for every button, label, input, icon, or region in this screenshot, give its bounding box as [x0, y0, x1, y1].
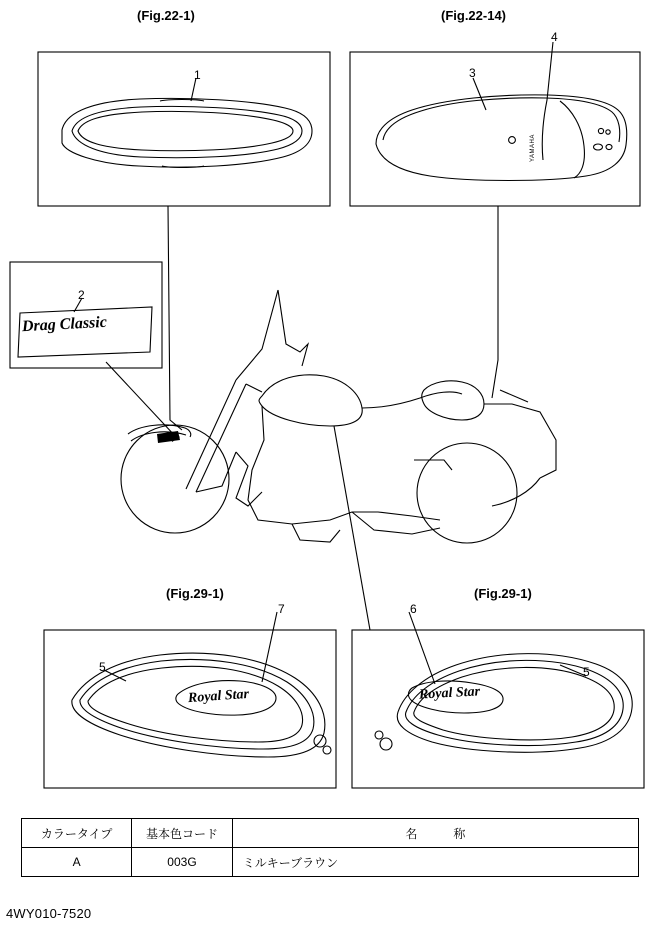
figure-label-22-1-top-left: (Fig.22-1): [137, 8, 195, 23]
motorcycle-fork-brace: [246, 384, 262, 392]
leader-line-7: [262, 612, 277, 682]
figure-label-29-1-bottom-right: (Fig.29-1): [474, 586, 532, 601]
motorcycle-rear-seat: [422, 381, 484, 420]
leader-line-part2-to-bike: [106, 362, 176, 437]
tank-emblem-right-text: Royal Star: [418, 684, 481, 703]
part-3-grommet-hole: [509, 137, 516, 144]
callout-number-7: 7: [278, 602, 285, 616]
callout-number-5-right: 5: [583, 665, 590, 679]
color-spec-table: [21, 818, 639, 877]
motorcycle-frame-lower: [248, 406, 440, 524]
figure-label-29-1-bottom-left: (Fig.29-1): [166, 586, 224, 601]
motorcycle-engine-front: [196, 452, 236, 492]
leader-line-4: [542, 42, 553, 160]
motorcycle-swingarm: [414, 460, 452, 470]
leader-line-tank-to-fig29: [334, 426, 370, 630]
leader-line-fig22-1-to-bike: [168, 206, 182, 430]
part-1-notch-top: [160, 100, 204, 102]
figure-label-22-14-top-right: (Fig.22-14): [441, 8, 507, 23]
inset-box-fig22-14: [350, 52, 640, 206]
motorcycle-grab-rail: [500, 390, 528, 402]
motorcycle-engine-block: [236, 452, 262, 506]
motorcycle-fuel-tank: [259, 375, 362, 426]
motorcycle-rear-fender-top: [484, 404, 556, 478]
right-tank-fitting-a: [380, 738, 392, 750]
leader-line-6: [409, 612, 435, 684]
table-row: [22, 848, 639, 877]
inset-box-fig29-1-right: [352, 630, 644, 788]
tank-emblem-left-text: Royal Star: [187, 686, 250, 707]
inset-box-fig22-1: [38, 52, 330, 206]
motorcycle-handlebar-riser: [236, 290, 278, 380]
part-1-outer-outline: [62, 98, 312, 167]
right-tank-fitting-b: [375, 731, 383, 739]
leader-line-fig22-14-to-bike: [492, 206, 498, 398]
header-color-type: カラータイプ: [22, 819, 132, 848]
part-4-panel-edge: [560, 101, 584, 178]
motorcycle-seat-line: [362, 392, 462, 408]
leader-line-3: [473, 78, 486, 110]
header-color-code: 基本色コード: [132, 819, 232, 848]
callout-number-4: 4: [551, 30, 558, 44]
cell-color-code: 003G: [132, 848, 232, 877]
callout-number-5-left: 5: [99, 660, 106, 674]
part-4-hole-a: [598, 128, 603, 133]
callout-number-6: 6: [410, 602, 417, 616]
motorcycle-rear-wheel: [417, 443, 517, 543]
part-1-inner-outline: [72, 106, 302, 157]
part-3-outer-outline: [376, 95, 627, 181]
motorcycle-fork-left: [196, 384, 246, 492]
part-1-stripe-outline: [78, 111, 293, 150]
callout-number-2: 2: [78, 288, 85, 302]
motorcycle-handlebar: [278, 290, 308, 366]
part-4-slot-b: [606, 144, 612, 149]
part-4-hole-b: [606, 130, 610, 134]
drag-classic-emblem-text: Drag Classic: [21, 313, 108, 336]
cell-color-name: ミルキーブラウン: [232, 848, 638, 877]
part-5-right-tank-outer: [397, 654, 632, 753]
callout-number-3: 3: [469, 66, 476, 80]
motorcycle-exhaust: [292, 524, 340, 542]
part-4-slot-a: [594, 144, 603, 150]
table-header-row: [22, 819, 639, 848]
cell-color-type: A: [22, 848, 132, 877]
header-name: 名 称: [232, 819, 638, 848]
motorcycle-front-wheel: [121, 425, 229, 533]
left-tank-fitting-b: [323, 746, 331, 754]
part-code-label: 4WY010-7520: [6, 906, 92, 921]
yamaha-brand-mark: YAMAHA: [530, 134, 536, 162]
part-3-crease-upper: [383, 98, 620, 142]
callout-number-1: 1: [194, 68, 201, 82]
